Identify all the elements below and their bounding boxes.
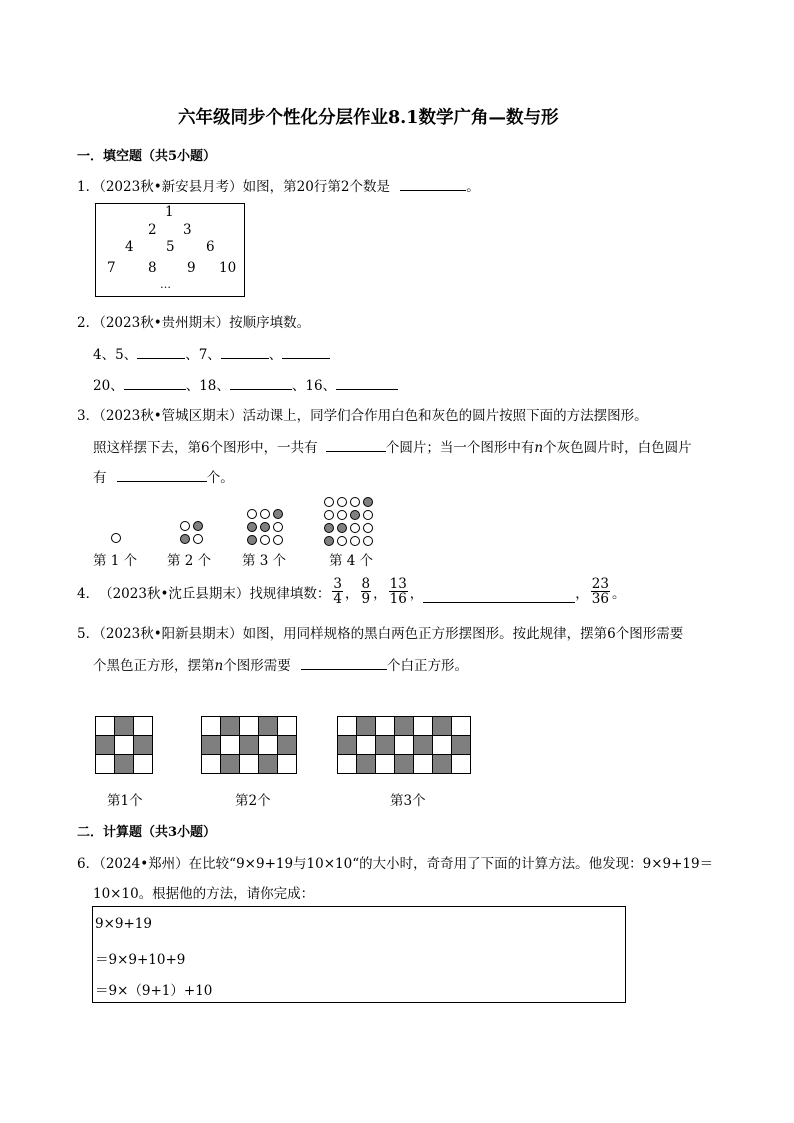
black-square <box>239 735 259 755</box>
q2-sequence-row-1 <box>93 343 330 363</box>
calculation-box <box>92 906 626 1003</box>
white-disc <box>363 523 373 533</box>
white-disc <box>180 521 190 531</box>
question-3 <box>77 404 648 424</box>
fraction-denominator: 36 <box>591 591 609 607</box>
q5-text: 个图形需要 <box>223 658 291 674</box>
triangle-number: 4 <box>125 239 134 255</box>
q2-separator: 、 <box>207 347 221 363</box>
q3-line-3 <box>93 466 234 486</box>
q2-answer-blank[interactable] <box>137 345 185 359</box>
q4-comma: ， <box>409 585 424 602</box>
q2-separator: 、 <box>216 378 230 394</box>
q5-line-2 <box>93 654 468 674</box>
white-disc <box>324 510 334 520</box>
white-disc <box>350 523 360 533</box>
white-square <box>413 716 433 736</box>
q1-end: 。 <box>466 179 480 195</box>
white-square <box>375 754 395 774</box>
q1-text: 如图，第20行第2个数是 <box>242 179 390 195</box>
q2-value: 16 <box>305 378 323 394</box>
black-square <box>133 735 153 755</box>
gray-disc <box>324 536 334 546</box>
q2-separator: 、 <box>185 378 200 394</box>
triangle-number: 6 <box>206 239 215 255</box>
q4-end: 。 <box>611 585 626 602</box>
black-square <box>394 716 414 736</box>
triangle-number: 1 <box>165 204 174 220</box>
q3-text: 活动课上，同学们合作用白色和灰色的圆片按照下面的方法摆图形。 <box>242 408 648 424</box>
black-square <box>413 735 433 755</box>
calc-step: ＝9×9+10+9 <box>95 952 186 968</box>
white-square <box>239 754 259 774</box>
q5-number: 5． <box>77 626 100 642</box>
gray-disc <box>247 535 257 545</box>
white-disc <box>260 509 270 519</box>
q3-text: 个。 <box>206 470 234 486</box>
question-2 <box>77 311 310 331</box>
q5-variable: n <box>214 658 224 674</box>
q4-answer-blank[interactable] <box>423 589 575 603</box>
black-square <box>201 735 221 755</box>
white-square <box>451 716 471 736</box>
q6-text: 在比较“9×9+19与10×10“的大小时，奇奇用了下面的计算方法。他发现：9×9+19＝ <box>188 856 714 872</box>
white-square <box>201 716 221 736</box>
white-square <box>277 754 297 774</box>
q4-text: 找规律填数： <box>249 585 331 602</box>
triangle-number: 10 <box>219 260 237 276</box>
q4-source: （2023秋•沈丘县期末） <box>99 585 250 602</box>
q1-answer-blank[interactable] <box>400 177 466 191</box>
q5-source: （2023秋•阳新县期末） <box>99 626 243 642</box>
white-disc <box>273 535 283 545</box>
white-disc <box>350 497 360 507</box>
q2-sequence-row-2 <box>93 374 398 394</box>
fraction-numerator: 3 <box>333 576 343 592</box>
figure-label: 第 4 个 <box>329 553 374 569</box>
q2-separator: 、 <box>322 378 337 394</box>
white-square <box>95 754 115 774</box>
white-disc <box>337 510 347 520</box>
fraction <box>591 577 610 606</box>
q6-line-2: 10×10。根据他的方法，请你完成： <box>93 886 315 902</box>
gray-disc <box>324 523 334 533</box>
triangle-number: 9 <box>187 260 196 276</box>
q3-text: 个灰色圆片时，白色圆片 <box>543 440 692 456</box>
figure-label: 第2个 <box>235 793 271 809</box>
white-square <box>258 735 278 755</box>
q2-number: 2． <box>77 315 100 331</box>
white-square <box>394 735 414 755</box>
black-square <box>277 735 297 755</box>
q6-source: （2024•郑州） <box>99 856 189 872</box>
black-square <box>220 716 240 736</box>
q3-text: 个圆片；当一个图形中有 <box>385 440 535 456</box>
black-square <box>356 716 376 736</box>
q2-separator: 、 <box>123 347 138 363</box>
white-square <box>451 754 471 774</box>
triangle-ellipsis: … <box>160 278 171 291</box>
black-square <box>394 754 414 774</box>
q5-text: 如图，用同样规格的黑白两色正方形摆图形。按此规律，摆第6个图形需要 <box>242 626 684 642</box>
white-disc <box>363 510 373 520</box>
gray-disc <box>180 534 190 544</box>
white-square <box>201 754 221 774</box>
q6-number: 6． <box>77 856 100 872</box>
gray-disc <box>363 497 373 507</box>
fraction-denominator: 9 <box>361 591 371 607</box>
gray-disc <box>337 523 347 533</box>
black-square <box>432 754 452 774</box>
q3-line-2 <box>93 436 692 456</box>
white-square <box>133 754 153 774</box>
triangle-number: 3 <box>183 222 192 238</box>
black-square <box>337 735 357 755</box>
white-square <box>239 716 259 736</box>
white-square <box>432 735 452 755</box>
q3-text: 照这样摆下去，第6个图形中，一共有 <box>93 440 318 456</box>
white-disc <box>324 497 334 507</box>
white-square <box>337 754 357 774</box>
q5-answer-blank[interactable] <box>301 656 387 670</box>
q3-answer-blank-white[interactable] <box>117 468 207 482</box>
white-disc <box>337 497 347 507</box>
white-square <box>413 754 433 774</box>
fraction-denominator: 4 <box>333 591 343 607</box>
q2-answer-blank[interactable] <box>230 376 292 390</box>
q4-comma: ， <box>373 585 387 602</box>
q5-text: 个白正方形。 <box>387 658 468 674</box>
black-square <box>451 735 471 755</box>
gray-disc <box>273 509 283 519</box>
black-square <box>220 754 240 774</box>
q2-source: （2023秋•贵州期末） <box>99 315 230 331</box>
figure-label: 第 1 个 <box>93 553 138 569</box>
triangle-number: 8 <box>148 260 157 276</box>
white-disc <box>193 534 203 544</box>
q2-answer-blank[interactable] <box>282 345 330 359</box>
q2-separator: 、 <box>185 347 199 363</box>
fraction-numerator: 23 <box>591 576 609 592</box>
black-square <box>432 716 452 736</box>
q3-source: （2023秋•管城区期末） <box>99 408 243 424</box>
question-1 <box>77 175 480 195</box>
q4-comma: ， <box>345 585 359 602</box>
white-disc <box>111 533 121 543</box>
page-title: 六年级同步个性化分层作业8.1数学广角—数与形 <box>178 108 559 128</box>
question-6 <box>77 852 713 872</box>
triangle-number: 7 <box>107 260 116 276</box>
q2-separator: 、 <box>101 347 116 363</box>
q2-answer-blank[interactable] <box>336 376 398 390</box>
q2-text: 按顺序填数。 <box>229 315 311 331</box>
gray-disc <box>350 510 360 520</box>
q3-number: 3． <box>77 408 100 424</box>
q2-answer-blank[interactable] <box>124 376 186 390</box>
fraction <box>389 577 408 606</box>
fraction-denominator: 16 <box>389 591 407 607</box>
white-disc <box>363 536 373 546</box>
section-heading-calculation: 二．计算题（共3小题） <box>77 825 217 840</box>
fraction-numerator: 8 <box>361 576 371 592</box>
figure-label: 第1个 <box>107 793 143 809</box>
black-square <box>114 754 134 774</box>
q4-number: 4． <box>77 585 100 602</box>
figure-label: 第 2 个 <box>167 553 212 569</box>
white-square <box>277 716 297 736</box>
white-square <box>337 716 357 736</box>
figure-label: 第 3 个 <box>242 553 287 569</box>
black-square <box>375 735 395 755</box>
q2-value: 5 <box>115 347 124 363</box>
q2-separator: 、 <box>291 378 306 394</box>
q2-answer-blank[interactable] <box>221 345 269 359</box>
number-triangle-figure <box>95 203 245 297</box>
calc-step: 9×9+19 <box>95 916 152 932</box>
section-heading-fill-blank: 一．填空题（共5小题） <box>77 149 217 164</box>
q3-text: 有 <box>93 470 107 486</box>
white-square <box>356 735 376 755</box>
black-square <box>95 735 115 755</box>
white-square <box>114 735 134 755</box>
white-disc <box>260 535 270 545</box>
white-square <box>133 716 153 736</box>
gray-disc <box>247 522 257 532</box>
black-square <box>258 716 278 736</box>
gray-disc <box>193 521 203 531</box>
question-5 <box>77 622 683 642</box>
white-disc <box>273 522 283 532</box>
black-square <box>356 754 376 774</box>
fraction-numerator: 13 <box>389 576 407 592</box>
q5-text: 个黑色正方形，摆第 <box>93 658 215 674</box>
q4-comma: ， <box>575 585 589 602</box>
fraction <box>332 577 343 606</box>
q2-value: 7 <box>198 347 208 363</box>
q2-separator: 、 <box>268 347 283 363</box>
white-square <box>375 716 395 736</box>
white-disc <box>247 509 257 519</box>
q1-source: （2023秋•新安县月考） <box>99 179 243 195</box>
gray-disc <box>260 522 270 532</box>
white-disc <box>337 536 347 546</box>
figure-label: 第3个 <box>390 793 426 809</box>
q2-value: 4 <box>93 347 102 363</box>
calc-step: ＝9×（9+1）+10 <box>95 983 213 999</box>
triangle-number: 2 <box>148 222 157 238</box>
q3-answer-blank-total[interactable] <box>326 438 386 452</box>
fraction <box>361 577 372 606</box>
q3-variable: n <box>534 440 544 456</box>
white-square <box>220 735 240 755</box>
question-4 <box>77 577 625 606</box>
q2-value: 20 <box>93 378 111 394</box>
triangle-number: 5 <box>166 239 175 255</box>
white-square <box>95 716 115 736</box>
white-disc <box>350 536 360 546</box>
black-square <box>114 716 134 736</box>
black-square <box>258 754 278 774</box>
q2-separator: 、 <box>110 378 124 394</box>
q1-number: 1． <box>77 179 100 195</box>
q2-value: 18 <box>199 378 217 394</box>
